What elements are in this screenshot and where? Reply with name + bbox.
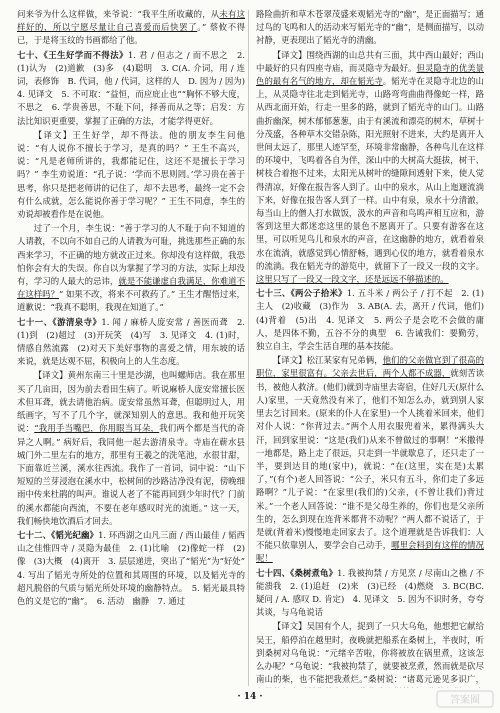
- left-paragraph: [17, 316, 245, 369]
- left-paragraph: [17, 222, 245, 314]
- right-paragraph: [256, 287, 484, 353]
- underlined-text: 他们的父亲做官到了很高的职位，家里很富有。父亲去世后，两个人都不成器，: [256, 355, 484, 379]
- watermark-logo: [436, 689, 494, 709]
- text-run: 。山中的泉水，从山上迤逦流淌下来，好像在报告客人到了一样。山中有泉，泉水十分清澈，每当山上的僧人打水做饭，汲水的声音和鸟鸣声相互应和，游客到这里大都迷恋这里的景色不愿离开了。只要有游客在这里，可以听见鸟儿和泉水的声音，在这幽静的地方，就看着泉水在流淌，就感觉到心情舒畅，遇到心仪的地方，就看着泉水的流淌。我在韬光寺的游览中，就留下了一段又一段的文字。: [256, 181, 484, 271]
- underlined-text: 哪里会料到有这样的情况呢！: [256, 540, 484, 564]
- text-run: 就刻苦读书，被他人救济。(他们)就到寺庙里去寄宿，住好几天(原什么人)家里，一天竟然没有米了，他们不知怎么办，就到别人家里去乞讨回来。(原来的仆人在家里)一个人挑着米回来，他们对仆人说：“你背过去。”两个人用衣服兜着米，累得满头大汗，回到家里说：“这是(我们)从来不曾做过的事啊！”米撒得一地都是，路上走了很远，只走到一半就歇息了，还只走了一半，要到达目的地(家中)，就说：“在(这里，实在是)太累了，”(有个)老人回答说：“公子，米只有五斗，你们走了多远路啊？”儿子说：“在家里(我们的)父亲，(不曾让我们)背过米。”一个老人回答说：“谁不是父母生养的，你们也是父亲所生的，怎么到现在连背米都背不动呢？”两人都不说话了，于是就(背着米)慢慢地走回家去了。这个道理就是告诉我们：人不能只依靠别人，要学会自己动手，: [256, 368, 484, 551]
- underlined-text: 未有这样好的，所以宁愿尽量让自己喜爱而后快罢了: [17, 9, 245, 33]
- text-run: ” 如果不改，将来不可救药了。” 王生才醒悟过来，道歉说：“我真不聪明，我现在知道了。”: [17, 289, 245, 313]
- left-paragraph: [17, 49, 245, 128]
- text-run: 过了一个月，李生说：“善于学习的人不耻于向不知道的人请教，不以向不如自己的人请教为可耻，挑选那些正确的东西来学习，不正确的地方就改正过来。你却没有这样做，我恐怕你会有大的失误。你自以为掌握了学习的方法，实际上却没有，学习的人最大的忌讳，: [17, 223, 245, 287]
- column-divider: [248, 10, 249, 686]
- right-paragraph: [256, 620, 484, 688]
- text-run: 1. 环西湖之山凡三面 / 西山最佳 / 韬西山之佳惟四寺 / 灵隐为最佳 2. (1)比喻 (2)像蛇一样 (2)像 (3)大概 (4)离开 3. 层层递进，突出了“韬光”为“好处” 4. 写出了韬光寺所处的位置和其周围的环境，以及韬光寺的超凡脱俗的气质与韬光所处环境的幽静特点。 5. 韬光最具特色的义是它的“幽”。 6. 活动 幽静 7. 通过: [17, 529, 245, 606]
- text-run: 【译文】围绕西湖的山总共有三面，其中西山最好；西山中最好的只有四座寺庙，而灵隐寺为最好。: [256, 49, 484, 73]
- left-paragraph: [17, 8, 245, 48]
- left-paragraph: [17, 529, 245, 608]
- text-run: 。韬光寺在灵隐寺北边的山上，从灵隐寺往北走到韬光寺，山路弯弯曲曲得像蛇一样，路从西北面开始，行走一里多的路，就到了韬光寺的山门。山路曲折幽深，树木郁郁葱葱，由于有溪流和漂亮的树木，草树十分茂盛，各种草木交错杂陈，阳光照射不进来，大约是离开人世间太远了，那里人迹罕至，环境非常幽静，各种鸟儿在这样的环境中，飞鸣着各自为伴，深山中的大树高大挺拔，树干、树枝合着抱不过来，太阳光从树叶的缝隙间透射下来，使人觉得清凉，好像在报告客人到了: [256, 76, 484, 192]
- right-paragraph: [256, 354, 484, 565]
- text-run: 【译文】黄州东南三十里是沙湖，也叫螺师店。我在那里买了几亩田，因为前去看田生病了。听说麻桥人庞安常擅长医术但耳聋，就去请他治病。庞安常虽然耳聋，但聪明过人，用纸画字，写不了几个字，就深知别人的意思。我和他开玩笑说：: [17, 370, 245, 434]
- text-run: 【译文】吴国有个人，捉到了一只大乌龟，他想把它献给吴王，船停泊在越里时，夜晚就把船系在桑树上，半夜时，听到桑树对乌龟说：“元绪辛苦啦，你将被放在锅里煮，这该怎么办呢？”乌龟说：“我被拘禁了，就要被烹煮，然而就是砍尽南山的柴，也不能把我煮烂。”桑树说：“诸葛元逊见多识广，: [256, 621, 484, 685]
- text-run: 。” 蔡攸不得已，于是将玉纹的书画都给了他。: [17, 22, 245, 46]
- section-title: 七十二、《韬光纪幽》: [17, 529, 99, 540]
- underlined-text: 就是不能谦虚自我满足，你难道不在这样吗？: [17, 276, 245, 300]
- watermark-text: 答案圈: [450, 695, 480, 706]
- left-paragraph: [17, 369, 245, 527]
- page-number: · 14 ·: [237, 692, 263, 702]
- right-paragraph: [256, 567, 484, 620]
- underlined-text: “我用手当嘴巴，你用眼当耳朵，: [34, 423, 160, 434]
- text-run: 1. 五斗米 / 两公子 / 打不起 2. (1)主人 (2)收藏 (3)作为 3. AB(A. 去，离开 / 代词，他们) (4)背着 (5)出 4. 见译文 5. 两公子是会吃不会做的庸人，是四体不勤，五谷不分的典型 6. 告诫我们：要勤劳，独立自主，学会生活自理的基本技能。: [256, 288, 484, 352]
- text-run: 【译文】王生好学，却不得法。他的朋友李生问他说：“有人说你不擅长于学习，是真的吗？” 王生不高兴，说：“凡是老师所讲的，我都能记住，这还不是擅长于学习吗？” 李生劝说道：“孔子说：‘学而不思则罔。’学习贵在善于思考，你只是把老师讲的记住了，却不去思考，最终一定不会有什么成就，怎么能说你善于学习呢？” 王生不同意，李生的劝说却被看作是在说他。: [17, 129, 245, 220]
- section-title: 七十四、《桑树煮龟》: [256, 567, 338, 578]
- left-paragraph: [17, 129, 245, 221]
- text-run: 1. 闻 / 麻桥人庞安常 / 善医而聋 2. (1)到 (2)超过 (3)开玩笑 (4)写 3. 见译文 4. (1)时，情感自然流露 (2)对天下美好事物的喜爱之情，用东坡的话来说，就是达观不屈，积极向上的人生态度。: [17, 316, 245, 367]
- section-title: 七十一、《游清泉寺》: [17, 316, 102, 327]
- text-run: 1. 君 / 但志之 / 而不思之 2. (1)认为 (2)道歉 (3)多 (4)聪明 3. C(A. 介词，用 / 连词，表修饰 B. 代词，他 / 代词，这样的人 D. 因为 / 因为) 4. 见译文 5. 不可取：“益恒，而应庇止也”“胸怀不够大度，不思之 6. 学贵善思，不耻下问，择善而从之等；启发：方法比知识更重要，掌握了正确的方法，才能学得更好。: [17, 49, 245, 126]
- right-paragraph: [256, 49, 484, 287]
- section-title: 七十三、《两公子拾米》: [256, 288, 347, 299]
- underlined-text: 这里只写了一段又一段文字，还是远远不够描述的。: [256, 274, 449, 285]
- underlined-text: 但灵隐寺的优美景色的最有名气的地方，却在韬光寺: [256, 62, 484, 87]
- text-run: 【译文】松江某家有兄弟俩，: [272, 355, 383, 366]
- left-column: [17, 8, 245, 688]
- section-title: 七十、《王生好学而不得法》: [17, 49, 128, 60]
- right-column: [256, 8, 484, 688]
- text-run: 我们两个都是当代的奇异之人啊。” 病好后，我同他一起去游清泉寺。寺庙在蕲水县城门外二里左右的地方，那里有王羲之的洗笔池，水很甘甜，下面靠近兰溪，溪水往西流。我作了一首词，词中说：“山下短短的兰芽浸泡在溪水中，松树间的沙路洁净没有泥，傍晚细雨中传来杜鹃的叫声。谁说人老了不能再回到少年时代？门前的溪水都能向西流，不要在老年感叹时光的流逝。” 这一天，我们畅快地饮酒后才回去。: [17, 423, 245, 526]
- right-paragraph: [256, 8, 484, 48]
- text-run: 路险曲折和草木苍翠茂盛来观韬光寺的“幽”，是正面描写；通过鸟的飞鸣和人的活动来写韬光寺的“幽”，是侧面描写，以动衬静，更表现出了韬光寺的清幽。: [256, 9, 484, 46]
- text-run: 1. 我被拘禁 / 方见烹 / 尽南山之樵 / 不能溃我 2. (1)追赶 (2)来 (3)已经 (4)燃烧 3. BC(BC. 疑问 / A. 感叹 D. 肯定) 4. 见译文 5. 因为不识时务，夸夸其谈，与乌龟说话: [256, 567, 484, 618]
- text-run: 问来爷为什么这样做，来爷说：“我平生所收藏的，从: [17, 9, 220, 19]
